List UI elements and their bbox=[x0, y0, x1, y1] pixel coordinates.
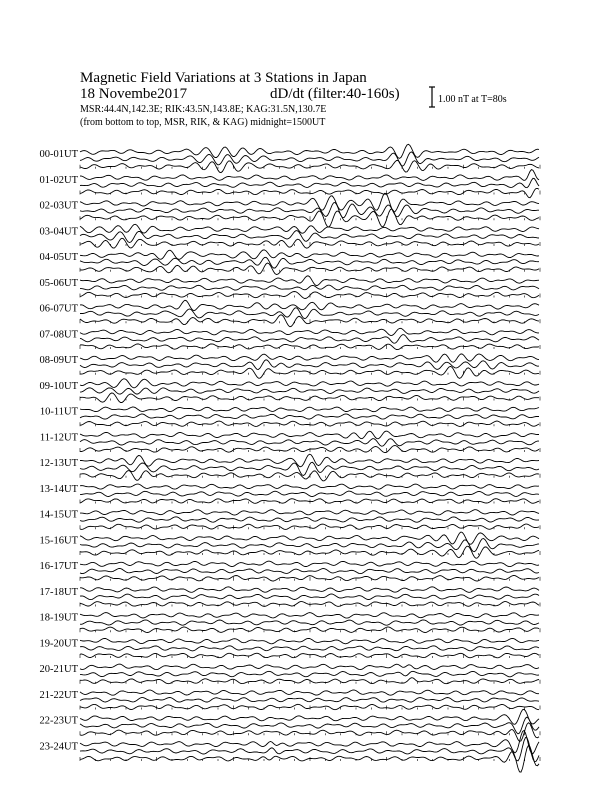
trace-KAG bbox=[80, 613, 539, 619]
trace-MSR bbox=[80, 446, 539, 453]
hour-row-08-09UT bbox=[40, 354, 541, 379]
trace-MSR bbox=[80, 393, 539, 403]
hour-label: 23-24UT bbox=[39, 741, 78, 753]
trace-KAG bbox=[80, 170, 539, 181]
hour-row-14-15UT bbox=[40, 510, 541, 530]
trace-KAG bbox=[80, 532, 539, 544]
hour-label: 20-21UT bbox=[39, 664, 78, 675]
hour-row-05-06UT bbox=[40, 276, 541, 299]
trace-KAG bbox=[80, 638, 539, 643]
trace-KAG bbox=[80, 276, 539, 286]
hour-label: 01-02UT bbox=[39, 174, 78, 186]
minute-ticks bbox=[80, 268, 540, 272]
trace-RIK bbox=[80, 257, 539, 268]
hour-row-03-04UT bbox=[40, 224, 541, 248]
hour-label: 07-08UT bbox=[39, 329, 78, 341]
hour-label: 22-23UT bbox=[39, 715, 78, 727]
trace-RIK bbox=[80, 231, 539, 243]
trace-MSR bbox=[80, 209, 539, 227]
hour-label: 14-15UT bbox=[39, 509, 78, 521]
trace-KAG bbox=[80, 379, 539, 388]
hour-label: 19-20UT bbox=[39, 638, 78, 650]
trace-RIK bbox=[80, 439, 539, 447]
hour-row-18-19UT bbox=[40, 613, 541, 633]
trace-MSR bbox=[80, 366, 539, 378]
trace-KAG bbox=[80, 484, 539, 489]
hour-label: 13-14UT bbox=[39, 483, 78, 495]
trace-MSR bbox=[80, 292, 539, 299]
trace-KAG bbox=[80, 587, 539, 593]
trace-RIK bbox=[80, 335, 539, 344]
chart-quantity: dD/dt (filter:40-160s) bbox=[270, 86, 400, 102]
trace-KAG bbox=[80, 510, 539, 515]
trace-MSR bbox=[80, 627, 539, 633]
hour-row-17-18UT bbox=[40, 587, 541, 607]
hour-label: 09-10UT bbox=[39, 380, 78, 392]
trace-RIK bbox=[80, 569, 539, 574]
hour-row-21-22UT bbox=[40, 690, 541, 710]
scale-bar-icon bbox=[428, 86, 436, 108]
hour-label: 00-01UT bbox=[39, 149, 78, 160]
trace-RIK bbox=[80, 462, 539, 475]
trace-RIK bbox=[80, 285, 539, 290]
hour-label: 21-22UT bbox=[39, 689, 78, 701]
hour-label: 06-07UT bbox=[39, 303, 78, 315]
trace-RIK bbox=[80, 414, 539, 419]
trace-KAG bbox=[80, 664, 539, 670]
chart-date: 18 Novembe2017 bbox=[80, 86, 188, 102]
hour-label: 18-19UT bbox=[39, 612, 78, 624]
trace-RIK bbox=[80, 308, 539, 319]
trace-MSR bbox=[80, 678, 539, 684]
trace-MSR bbox=[80, 161, 539, 173]
trace-KAG bbox=[80, 328, 539, 335]
chart-title: Magnetic Field Variations at 3 Stations in Japan bbox=[80, 70, 367, 86]
minute-ticks bbox=[80, 757, 540, 761]
trace-RIK bbox=[80, 178, 539, 187]
hour-row-10-11UT bbox=[40, 407, 540, 427]
trace-KAG bbox=[80, 431, 539, 439]
trace-MSR bbox=[80, 471, 539, 481]
trace-RIK bbox=[80, 388, 539, 394]
hour-row-20-21UT bbox=[40, 664, 541, 684]
station-coordinates: MSR:44.4N,142.3E; RIK:43.5N,143.8E; KAG:31.5N,130.7E bbox=[80, 104, 327, 115]
hour-row-02-03UT bbox=[40, 193, 541, 227]
trace-KAG bbox=[80, 690, 539, 695]
hour-label: 11-12UT bbox=[39, 432, 78, 444]
trace-KAG bbox=[80, 224, 539, 233]
trace-MSR bbox=[80, 602, 539, 607]
trace-RIK bbox=[80, 491, 539, 496]
hour-row-01-02UT bbox=[40, 170, 541, 198]
hour-label: 17-18UT bbox=[39, 586, 78, 598]
hour-label: 03-04UT bbox=[39, 226, 78, 238]
hour-row-22-23UT bbox=[40, 709, 541, 741]
trace-KAG bbox=[80, 407, 539, 412]
hour-label: 15-16UT bbox=[39, 535, 78, 547]
trace-MSR bbox=[80, 238, 539, 248]
hour-label: 08-09UT bbox=[39, 355, 78, 366]
trace-RIK bbox=[80, 203, 539, 218]
trace-RIK bbox=[80, 698, 539, 703]
hour-row-15-16UT bbox=[40, 532, 541, 558]
trace-KAG bbox=[80, 300, 539, 310]
trace-MSR bbox=[80, 546, 539, 558]
hour-row-06-07UT bbox=[40, 300, 541, 326]
scale-label: 1.00 nT at T=80s bbox=[438, 94, 507, 105]
hour-label: 05-06UT bbox=[39, 277, 78, 289]
trace-RIK bbox=[80, 539, 539, 552]
hour-row-04-05UT bbox=[40, 250, 541, 275]
hour-row-19-20UT bbox=[40, 638, 541, 658]
hour-row-09-10UT bbox=[40, 379, 541, 403]
hour-label: 10-11UT bbox=[39, 406, 78, 418]
trace-MSR bbox=[80, 421, 539, 426]
trace-RIK bbox=[80, 646, 539, 651]
hour-row-00-01UT bbox=[40, 144, 541, 172]
hour-row-12-13UT bbox=[40, 454, 541, 481]
trace-order-note: (from bottom to top, MSR, RIK, & KAG) midnight=1500UT bbox=[80, 117, 326, 128]
trace-MSR bbox=[80, 315, 539, 327]
trace-RIK bbox=[80, 620, 539, 625]
hour-row-07-08UT bbox=[40, 328, 541, 349]
trace-MSR bbox=[80, 576, 539, 582]
trace-MSR bbox=[80, 263, 539, 275]
trace-MSR bbox=[80, 344, 539, 350]
hour-row-13-14UT bbox=[40, 484, 541, 504]
hour-row-23-24UT bbox=[40, 731, 541, 773]
trace-KAG bbox=[80, 561, 539, 567]
hour-label: 04-05UT bbox=[39, 252, 78, 263]
trace-RIK bbox=[80, 671, 539, 677]
trace-MSR bbox=[80, 524, 539, 529]
trace-MSR bbox=[80, 499, 539, 504]
hour-row-11-12UT bbox=[40, 431, 540, 453]
trace-MSR bbox=[80, 745, 539, 772]
hour-label: 02-03UT bbox=[39, 200, 78, 212]
hour-label: 12-13UT bbox=[39, 458, 78, 469]
trace-KAG bbox=[80, 144, 539, 158]
trace-RIK bbox=[80, 594, 539, 600]
hour-row-16-17UT bbox=[40, 561, 541, 581]
trace-MSR bbox=[80, 704, 539, 709]
trace-MSR bbox=[80, 188, 539, 197]
hour-label: 16-17UT bbox=[39, 561, 78, 572]
trace-KAG bbox=[80, 709, 539, 724]
trace-KAG bbox=[80, 354, 539, 362]
trace-KAG bbox=[80, 250, 539, 260]
minute-ticks bbox=[80, 242, 540, 246]
trace-MSR bbox=[80, 653, 539, 658]
trace-RIK bbox=[80, 517, 539, 522]
